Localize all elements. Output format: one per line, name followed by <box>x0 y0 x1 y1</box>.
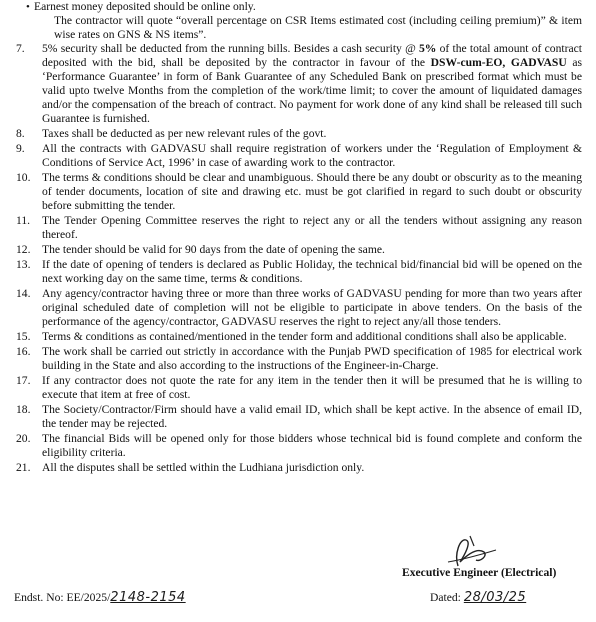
item-text <box>42 374 582 402</box>
numbered-items <box>10 42 582 475</box>
list-item <box>10 258 582 286</box>
text-run: 5% security shall be deducted from the running bills. Besides a cash security @ <box>42 42 419 55</box>
endst-handwritten-number: 2148-2154 <box>110 590 186 605</box>
list-item <box>10 345 582 373</box>
quote-note: The contractor will quote “overall percentage on CSR Items estimated cost (including ceiling premium)” & item wise rates on GNS & NS items”. <box>54 14 582 41</box>
item-text <box>42 171 582 213</box>
item-number: 21. <box>16 461 31 474</box>
list-item <box>10 374 582 402</box>
endst-label: Endst. No: EE/2025/ <box>14 591 111 604</box>
text-run: The tender should be valid for 90 days from the date of opening the same. <box>42 243 385 256</box>
list-item <box>10 214 582 242</box>
list-item <box>10 142 582 170</box>
text-run: All the disputes shall be settled within the Ludhiana jurisdiction only. <box>42 461 365 474</box>
item-number: 15. <box>16 330 31 343</box>
list-item <box>10 287 582 329</box>
dated-label: Dated: <box>430 591 461 604</box>
item-text <box>42 258 582 286</box>
text-run: of the total amount of contract deposited with the bid, shall be deposited by the contractor in favour of the <box>42 42 582 69</box>
signature-block <box>400 532 590 592</box>
list-item <box>10 42 582 126</box>
bold-text: DSW-cum-EO, GADVASU <box>430 56 567 69</box>
list-item <box>10 171 582 213</box>
text-run: as ‘Performance Guarantee’ in form of Bank Guarantee of any Scheduled Bank on prescribed format which must be valid upto twelve Months from the completion of the work/time limit; to cover the amount of liquidated damages and/or the compensation of the breach of contract. No payment for work done of any kind shall be released till such Guarantee is furnished. <box>42 56 582 125</box>
text-run: All the contracts with GADVASU shall require registration of workers under the ‘Regulation of Employment & Conditions of Service Act, 1996’ in case of awarding work to the contractor. <box>42 142 582 169</box>
text-run: The Tender Opening Committee reserves the right to reject any or all the tenders without assigning any reason thereof. <box>42 214 582 241</box>
list-item <box>10 461 582 475</box>
text-run: The Society/Contractor/Firm should have a valid email ID, which shall be kept active. In the absence of email ID, the tender may be rejected. <box>42 403 582 430</box>
text-run: The work shall be carried out strictly in accordance with the Punjab PWD specification of 1985 for electrical work building in the State and also according to the instructions of the Engineer-in-Charge. <box>42 345 582 372</box>
item-number: 18. <box>16 403 31 416</box>
item-number: 17. <box>16 374 31 387</box>
item-number: 20. <box>16 432 31 445</box>
list-item <box>10 127 582 141</box>
item-text <box>42 127 582 141</box>
item-number: 10. <box>16 171 31 184</box>
item-number: 9. <box>16 142 25 155</box>
text-run: If the date of opening of tenders is declared as Public Holiday, the technical bid/financial bid will be opened on the next working day on the same time, terms & conditions. <box>42 258 582 285</box>
list-item <box>10 330 582 344</box>
bold-text: 5% <box>418 42 437 55</box>
item-number: 14. <box>16 287 31 300</box>
item-number: 11. <box>16 214 31 227</box>
list-item <box>10 432 582 460</box>
item-text <box>42 461 582 475</box>
text-run: If any contractor does not quote the rate for any item in the tender then it will be presumed that he is willing to execute that item at free of cost. <box>42 374 582 401</box>
text-run: Terms & conditions as contained/mentioned in the tender form and additional conditions shall also be applicable. <box>42 330 567 343</box>
text-run: Any agency/contractor having three or more than three works of GADVASU pending for more than two years after original scheduled date of completion will not be eligible to participate in above tenders. On the basis of the performance of the agency/contractor, GADVASU reserves the right to reject any/all those tenders. <box>42 287 582 328</box>
list-item <box>10 403 582 431</box>
item-number: 13. <box>16 258 31 271</box>
item-number: 12. <box>16 243 31 256</box>
item-text <box>42 403 582 431</box>
endorsement-number <box>14 590 186 605</box>
text-run: Taxes shall be deducted as per new relevant rules of the govt. <box>42 127 327 140</box>
item-text <box>42 330 582 344</box>
text-run: The financial Bids will be opened only for those bidders whose technical bid is found complete and conform the eligibility criteria. <box>42 432 582 459</box>
text-run: The terms & conditions should be clear and unambiguous. Should there be any doubt or obscurity as to the meaning of tender documents, location of site and drawing etc. must be got clarified in regard to such doubt or obscurity before submitting the tender. <box>42 171 582 212</box>
dated-handwritten-value: 28/03/25 <box>463 590 527 605</box>
list-item <box>10 243 582 257</box>
item-text <box>42 432 582 460</box>
item-text <box>42 345 582 373</box>
signatory-title: Executive Engineer (Electrical) <box>402 566 557 579</box>
item-text <box>42 287 582 329</box>
item-text <box>42 142 582 170</box>
terms-list <box>10 0 582 476</box>
item-number: 8. <box>16 127 25 140</box>
item-text <box>42 214 582 242</box>
item-text <box>42 243 582 257</box>
item-text <box>42 42 582 126</box>
item-number: 7. <box>16 42 25 55</box>
emd-note: • Earnest money deposited should be online only. <box>10 0 582 14</box>
item-number: 16. <box>16 345 31 358</box>
dated-field <box>430 590 526 605</box>
